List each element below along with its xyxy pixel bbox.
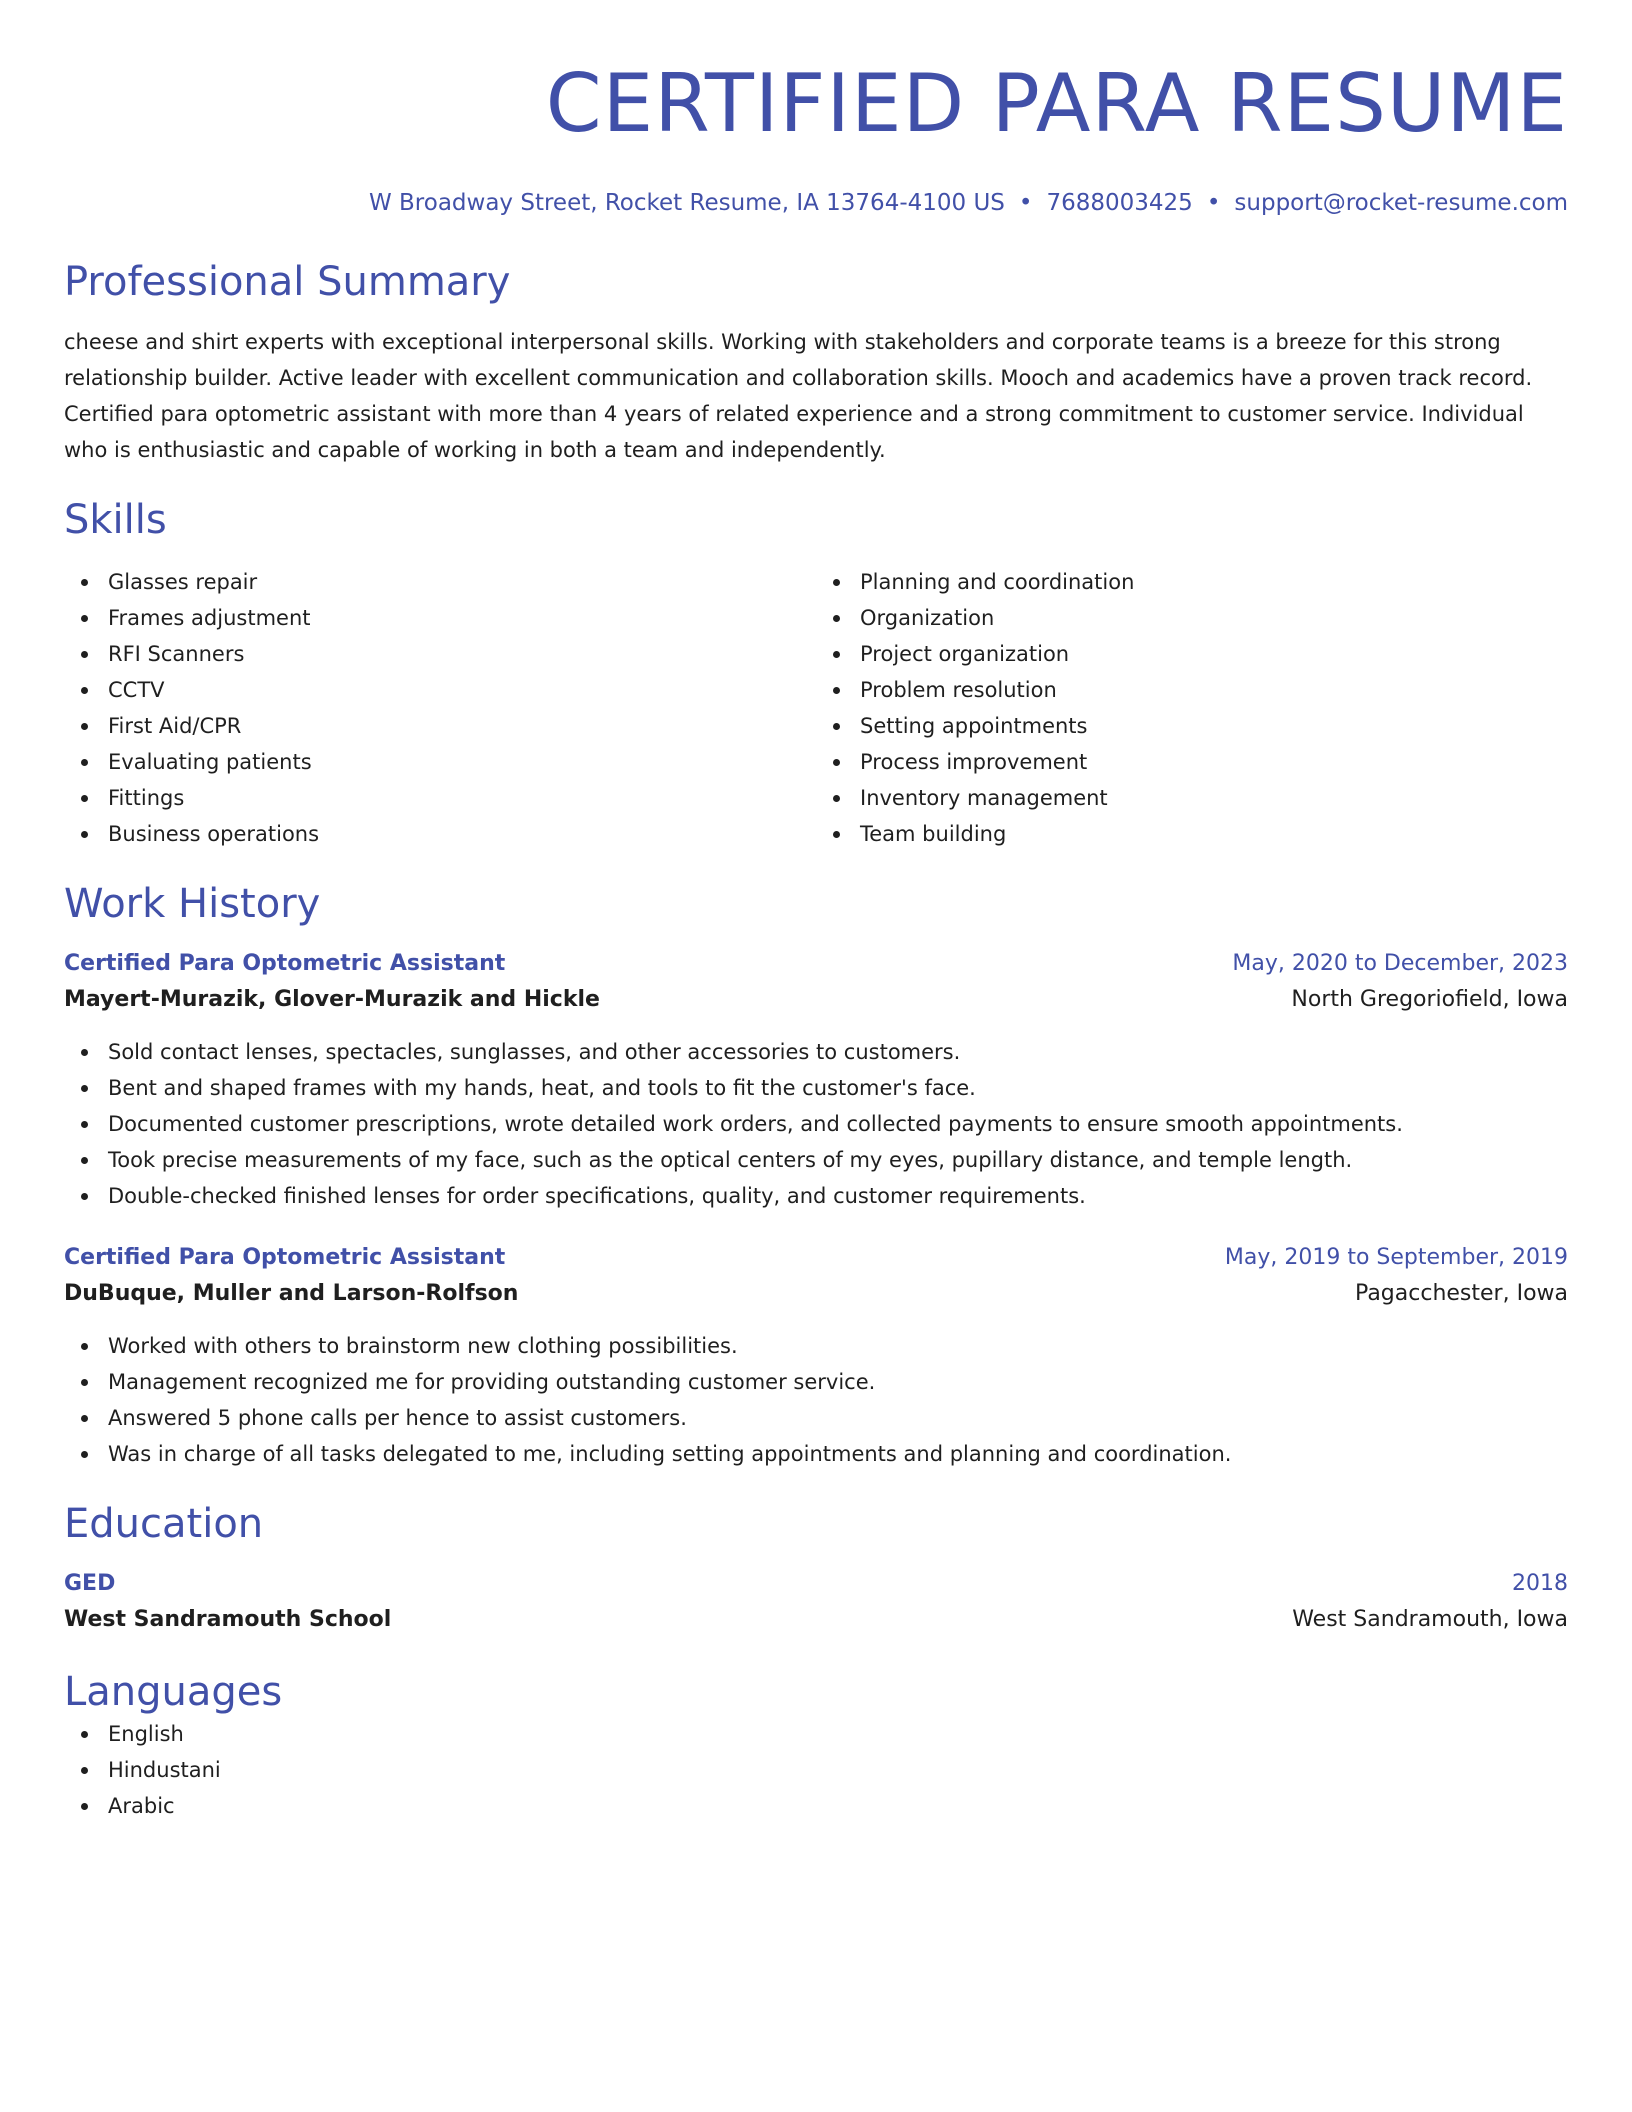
- contact-phone: 7688003425: [1046, 190, 1193, 216]
- job-duty: Sold contact lenses, spectacles, sunglasses, and other accessories to customers.: [64, 1034, 1568, 1070]
- job-company: Mayert-Murazik, Glover-Murazik and Hickle: [64, 987, 600, 1012]
- job-dates: May, 2019 to September, 2019: [1224, 1245, 1568, 1270]
- job-header-row: [64, 1240, 1568, 1276]
- work-history-heading: Work History: [64, 881, 321, 927]
- language-item: English: [64, 1716, 1568, 1752]
- job-duty: Bent and shaped frames with my hands, heat, and tools to fit the customer's face.: [64, 1070, 1568, 1106]
- job-title: Certified Para Optometric Assistant: [64, 951, 506, 976]
- language-item: Arabic: [64, 1788, 1568, 1824]
- language-item: Hindustani: [64, 1752, 1568, 1788]
- job-entry: [64, 946, 1568, 1214]
- job-duty: Was in charge of all tasks delegated to me, including setting appointments and planning and coordination.: [64, 1436, 1568, 1472]
- skill-item: Evaluating patients: [64, 744, 816, 780]
- skill-item: Business operations: [64, 816, 816, 852]
- job-duty: Management recognized me for providing outstanding customer service.: [64, 1364, 1568, 1400]
- education-year: 2018: [1512, 1571, 1568, 1596]
- job-header-row: [64, 946, 1568, 982]
- job-duties-list: [64, 1328, 1568, 1472]
- skills-grid: [64, 564, 1568, 852]
- job-entry: [64, 1240, 1568, 1472]
- languages-heading: Languages: [64, 1669, 283, 1715]
- job-duty: Worked with others to brainstorm new clothing possibilities.: [64, 1328, 1568, 1364]
- contact-line: [64, 188, 1568, 218]
- summary-heading: Professional Summary: [64, 259, 511, 305]
- education-heading: Education: [64, 1501, 264, 1547]
- skill-item: Fittings: [64, 780, 816, 816]
- job-company: DuBuque, Muller and Larson-Rolfson: [64, 1281, 519, 1306]
- skill-item: First Aid/CPR: [64, 708, 816, 744]
- job-location: North Gregoriofield, Iowa: [1291, 987, 1568, 1012]
- job-duty: Answered 5 phone calls per hence to assist customers.: [64, 1400, 1568, 1436]
- job-duties-list: [64, 1034, 1568, 1214]
- job-title: Certified Para Optometric Assistant: [64, 1245, 506, 1270]
- skill-item: CCTV: [64, 672, 816, 708]
- job-dates: May, 2020 to December, 2023: [1232, 951, 1568, 976]
- education-degree: GED: [64, 1571, 116, 1596]
- skills-heading: Skills: [64, 497, 167, 543]
- skill-item: Inventory management: [816, 780, 1568, 816]
- skill-item: Planning and coordination: [816, 564, 1568, 600]
- education-school: West Sandramouth School: [64, 1607, 392, 1632]
- languages-list: [64, 1716, 1568, 1824]
- skill-item: Process improvement: [816, 744, 1568, 780]
- job-company-row: [64, 982, 1568, 1018]
- skill-item: Problem resolution: [816, 672, 1568, 708]
- contact-email[interactable]: support@rocket-resume.com: [1234, 190, 1568, 216]
- job-duty: Documented customer prescriptions, wrote detailed work orders, and collected payments to ensure smooth appointments.: [64, 1106, 1568, 1142]
- skill-item: Project organization: [816, 636, 1568, 672]
- resume-title: CERTIFIED PARA RESUME: [545, 57, 1568, 150]
- skill-item: Organization: [816, 600, 1568, 636]
- job-company-row: [64, 1276, 1568, 1312]
- job-duty: Double-checked finished lenses for order specifications, quality, and customer requirements.: [64, 1178, 1568, 1214]
- contact-separator: •: [1206, 190, 1221, 216]
- skill-item: Setting appointments: [816, 708, 1568, 744]
- contact-address: W Broadway Street, Rocket Resume, IA 13764-4100 US: [368, 190, 1005, 216]
- summary-text: cheese and shirt experts with exceptional interpersonal skills. Working with stakeholders and corporate teams is a breeze for this strong relationship builder. Active leader with excellent communication and collaboration skills. Mooch and academics have a proven track record. Certified para optometric assistant with more than 4 years of related experience and a strong commitment to customer service. Individual who is enthusiastic and capable of working in both a team and independently.: [64, 330, 1533, 462]
- contact-separator: •: [1018, 190, 1033, 216]
- skill-item: Frames adjustment: [64, 600, 816, 636]
- education-location: West Sandramouth, Iowa: [1292, 1607, 1568, 1632]
- education-degree-row: [64, 1566, 1568, 1602]
- skills-list-left: [64, 564, 816, 852]
- skill-item: RFI Scanners: [64, 636, 816, 672]
- education-school-row: [64, 1602, 1568, 1638]
- skill-item: Team building: [816, 816, 1568, 852]
- education-entry: [64, 1566, 1568, 1638]
- job-duty: Took precise measurements of my face, such as the optical centers of my eyes, pupillary distance, and temple length.: [64, 1142, 1568, 1178]
- skills-list-right: [816, 564, 1568, 852]
- skill-item: Glasses repair: [64, 564, 816, 600]
- job-location: Pagacchester, Iowa: [1355, 1281, 1568, 1306]
